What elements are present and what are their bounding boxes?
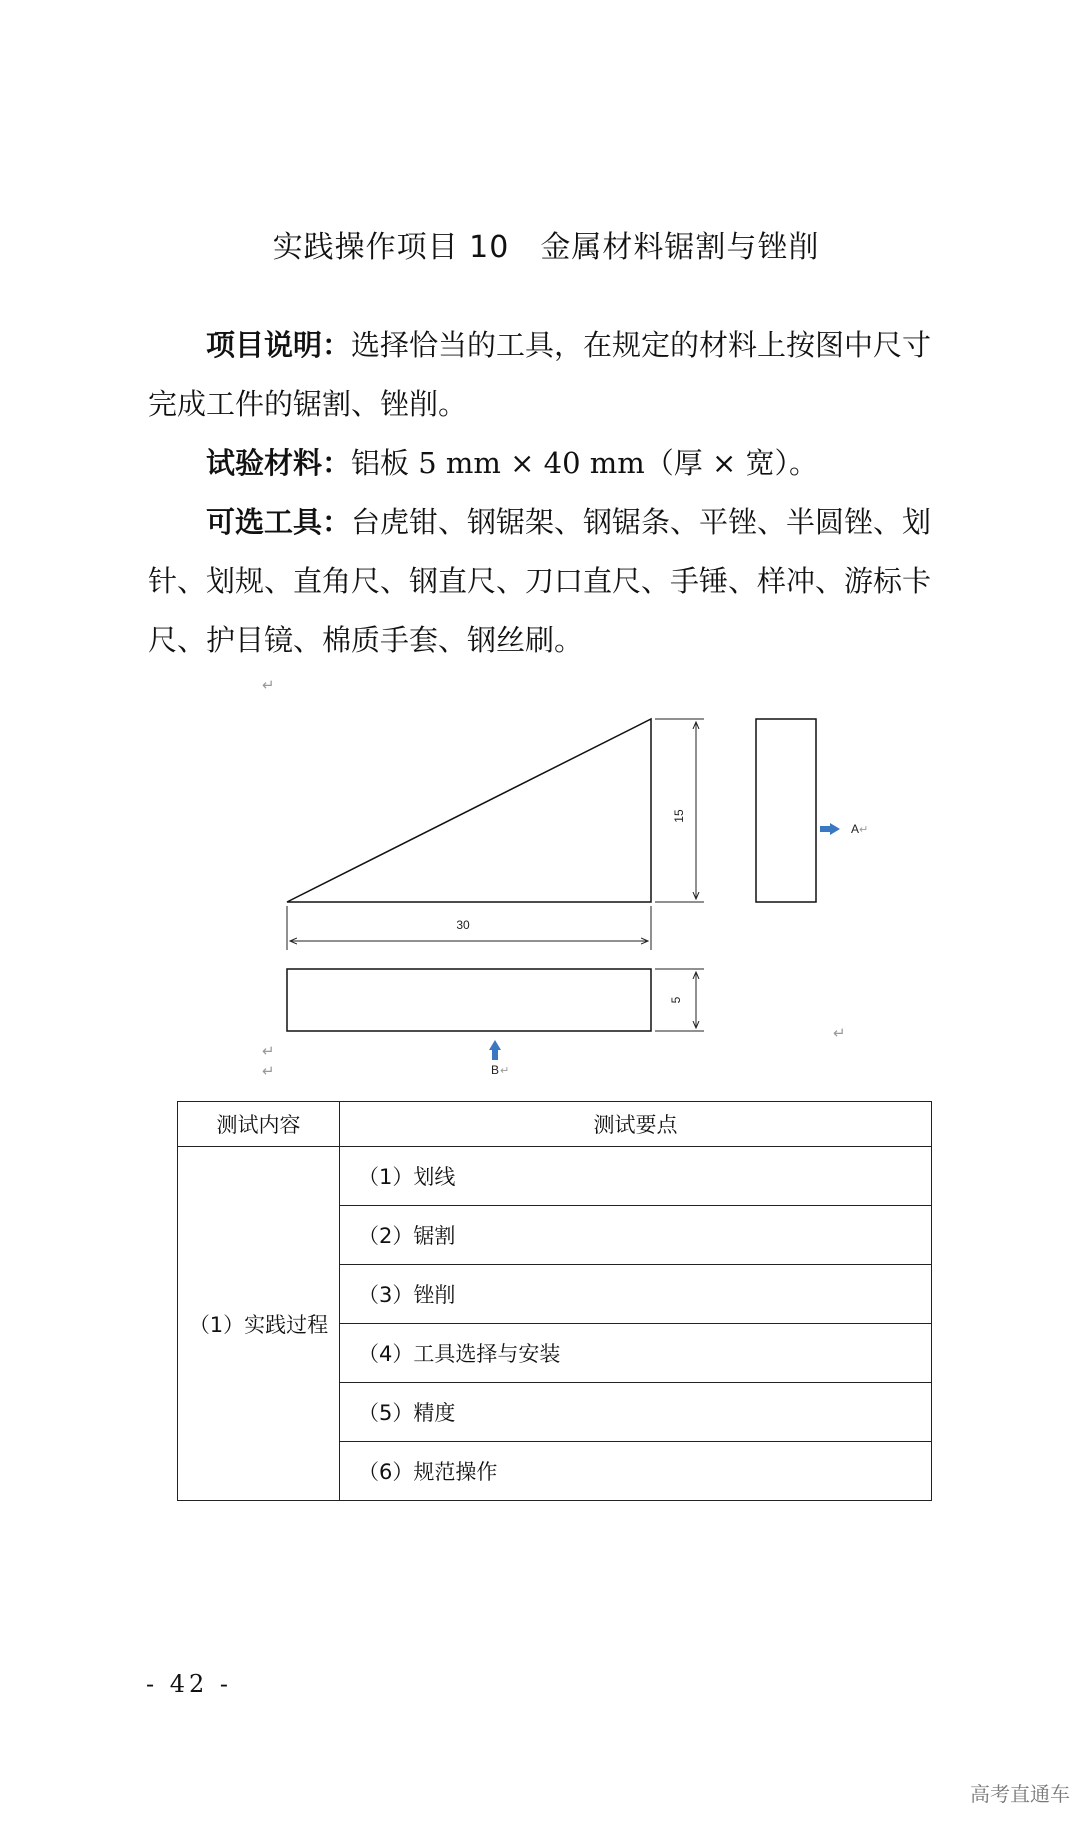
width-dimension-text: 30: [456, 918, 470, 932]
view-b-label: B: [490, 1063, 500, 1077]
return-mark: ↵: [833, 1024, 846, 1042]
watermark: 高考直通车: [970, 1782, 1070, 1806]
return-mark: ↵: [262, 1062, 275, 1080]
table-item-cell: （1）划线: [340, 1147, 932, 1206]
front-view-triangle: [287, 719, 651, 902]
view-a-label: A: [851, 822, 860, 836]
table-item-cell: （3）锉削: [340, 1265, 932, 1324]
test-material-text: 铝板 5 mm × 40 mm（厚 × 宽）。: [351, 446, 818, 480]
optional-tools-label: 可选工具：: [206, 505, 352, 539]
table-item-cell: （4）工具选择与安装: [340, 1324, 932, 1383]
table-item-cell: （2）锯割: [340, 1206, 932, 1265]
thickness-dimension-text: 5: [669, 996, 683, 1004]
page-number: - 42 -: [146, 1670, 233, 1698]
return-mark: ↵: [262, 676, 275, 694]
top-view-rect: [287, 969, 651, 1031]
table-header-content: 测试内容: [178, 1102, 340, 1147]
side-view-rect: [756, 719, 816, 902]
page-title: 实践操作项目 10 金属材料锯割与锉削: [272, 230, 820, 265]
test-points-table: [177, 1101, 932, 1501]
test-material-label: 试验材料：: [206, 446, 352, 480]
project-description-text: 选择恰当的工具，在规定的材料上按图中尺寸完成工件的锯割、锉削。: [148, 328, 932, 421]
table-header-points: 测试要点: [340, 1102, 932, 1147]
return-mark: ↵: [859, 823, 869, 836]
table-header-row: [178, 1102, 932, 1147]
return-mark: ↵: [262, 1042, 275, 1060]
project-description-label: 项目说明：: [206, 328, 352, 362]
return-mark: ↵: [500, 1064, 510, 1077]
table-row: [178, 1147, 932, 1206]
height-dimension-text: 15: [672, 809, 686, 823]
view-a-arrow-icon: [820, 823, 840, 835]
table-item-cell: （5）精度: [340, 1383, 932, 1442]
table-category-cell: （1）实践过程: [178, 1147, 340, 1501]
view-b-arrow-icon: [489, 1040, 501, 1060]
table-item-cell: （6）规范操作: [340, 1442, 932, 1501]
optional-tools-text: 台虎钳、钢锯架、钢锯条、平锉、半圆锉、划针、划规、直角尺、钢直尺、刀口直尺、手锤、样冲、游标卡尺、护目镜、棉质手套、钢丝刷。: [148, 505, 932, 657]
